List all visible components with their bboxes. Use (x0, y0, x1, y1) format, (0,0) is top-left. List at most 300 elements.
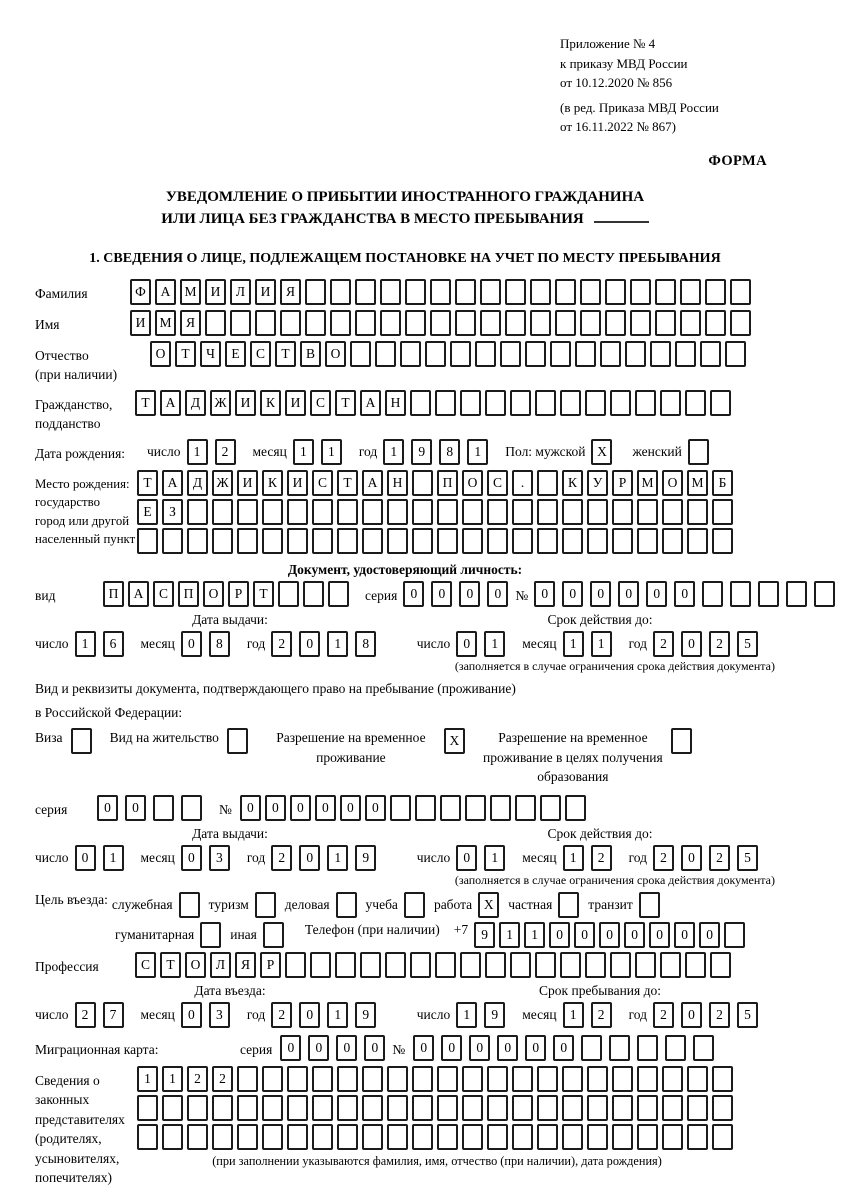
permit-education-checkbox[interactable] (671, 728, 692, 754)
char-box[interactable] (510, 390, 531, 416)
char-box[interactable] (675, 341, 696, 367)
char-box[interactable]: 1 (456, 1002, 477, 1028)
char-box[interactable]: М (155, 310, 176, 336)
char-box[interactable] (280, 310, 301, 336)
char-box[interactable]: 0 (574, 922, 595, 948)
char-box[interactable] (655, 279, 676, 305)
char-box[interactable] (485, 952, 506, 978)
char-box[interactable] (462, 528, 483, 554)
char-box[interactable] (387, 1124, 408, 1150)
char-box[interactable] (500, 341, 521, 367)
char-box[interactable]: О (150, 341, 171, 367)
char-box[interactable] (530, 310, 551, 336)
char-box[interactable]: 5 (737, 845, 758, 871)
char-box[interactable] (575, 341, 596, 367)
char-box[interactable]: Т (160, 952, 181, 978)
char-box[interactable] (430, 279, 451, 305)
char-box[interactable]: О (185, 952, 206, 978)
char-box[interactable] (587, 1066, 608, 1092)
permit-residence-checkbox[interactable] (227, 728, 248, 754)
char-box[interactable]: Р (228, 581, 249, 607)
char-box[interactable]: 8 (209, 631, 230, 657)
char-box[interactable] (537, 1124, 558, 1150)
char-box[interactable]: 0 (699, 922, 720, 948)
char-box[interactable] (730, 279, 751, 305)
char-box[interactable] (662, 1066, 683, 1092)
char-box[interactable]: Т (253, 581, 274, 607)
char-box[interactable] (435, 390, 456, 416)
char-box[interactable] (350, 341, 371, 367)
char-box[interactable] (650, 341, 671, 367)
char-box[interactable] (412, 1095, 433, 1121)
char-box[interactable]: 0 (681, 1002, 702, 1028)
char-box[interactable] (187, 1124, 208, 1150)
char-box[interactable]: 9 (355, 1002, 376, 1028)
purpose-transit-checkbox[interactable] (639, 892, 660, 918)
char-box[interactable]: 0 (181, 845, 202, 871)
char-box[interactable]: М (687, 470, 708, 496)
char-box[interactable]: Ф (130, 279, 151, 305)
char-box[interactable] (580, 279, 601, 305)
char-box[interactable]: 0 (599, 922, 620, 948)
char-box[interactable] (505, 279, 526, 305)
char-box[interactable] (387, 499, 408, 525)
char-box[interactable]: М (180, 279, 201, 305)
char-box[interactable] (560, 952, 581, 978)
char-box[interactable]: 0 (441, 1035, 462, 1061)
char-box[interactable]: 2 (653, 631, 674, 657)
char-box[interactable] (480, 279, 501, 305)
char-box[interactable] (605, 279, 626, 305)
char-box[interactable]: 0 (534, 581, 555, 607)
char-box[interactable]: И (130, 310, 151, 336)
char-box[interactable]: 1 (383, 439, 404, 465)
char-box[interactable] (415, 795, 436, 821)
char-box[interactable] (512, 499, 533, 525)
char-box[interactable]: 0 (459, 581, 480, 607)
char-box[interactable] (487, 1124, 508, 1150)
char-box[interactable]: 0 (299, 845, 320, 871)
char-box[interactable]: 9 (474, 922, 495, 948)
char-box[interactable]: 0 (469, 1035, 490, 1061)
char-box[interactable] (530, 279, 551, 305)
char-box[interactable] (512, 1066, 533, 1092)
sex-male-checkbox[interactable]: X (591, 439, 612, 465)
char-box[interactable] (487, 1095, 508, 1121)
char-box[interactable] (430, 310, 451, 336)
char-box[interactable] (390, 795, 411, 821)
char-box[interactable]: 0 (646, 581, 667, 607)
char-box[interactable]: 0 (431, 581, 452, 607)
char-box[interactable] (710, 952, 731, 978)
char-box[interactable] (412, 1066, 433, 1092)
char-box[interactable] (153, 795, 174, 821)
char-box[interactable]: Ж (212, 470, 233, 496)
char-box[interactable] (437, 1095, 458, 1121)
char-box[interactable]: С (310, 390, 331, 416)
char-box[interactable]: Е (137, 499, 158, 525)
char-box[interactable] (312, 528, 333, 554)
char-box[interactable] (187, 1095, 208, 1121)
char-box[interactable] (187, 528, 208, 554)
char-box[interactable] (262, 528, 283, 554)
char-box[interactable] (355, 279, 376, 305)
char-box[interactable]: Ж (210, 390, 231, 416)
char-box[interactable] (609, 1035, 630, 1061)
char-box[interactable] (410, 390, 431, 416)
char-box[interactable]: 1 (499, 922, 520, 948)
char-box[interactable]: 1 (484, 631, 505, 657)
char-box[interactable]: П (178, 581, 199, 607)
char-box[interactable]: О (325, 341, 346, 367)
char-box[interactable] (637, 499, 658, 525)
char-box[interactable] (612, 1095, 633, 1121)
char-box[interactable] (680, 279, 701, 305)
char-box[interactable]: 0 (265, 795, 286, 821)
char-box[interactable] (455, 310, 476, 336)
char-box[interactable]: 0 (315, 795, 336, 821)
char-box[interactable] (312, 1066, 333, 1092)
char-box[interactable] (786, 581, 807, 607)
char-box[interactable] (462, 1095, 483, 1121)
char-box[interactable] (212, 1095, 233, 1121)
char-box[interactable] (305, 310, 326, 336)
char-box[interactable]: С (250, 341, 271, 367)
char-box[interactable]: 0 (240, 795, 261, 821)
char-box[interactable]: А (360, 390, 381, 416)
char-box[interactable] (262, 499, 283, 525)
char-box[interactable]: К (260, 390, 281, 416)
char-box[interactable]: Л (230, 279, 251, 305)
char-box[interactable] (725, 341, 746, 367)
char-box[interactable] (287, 1124, 308, 1150)
char-box[interactable]: Я (180, 310, 201, 336)
char-box[interactable]: И (235, 390, 256, 416)
char-box[interactable] (335, 952, 356, 978)
char-box[interactable] (537, 470, 558, 496)
char-box[interactable]: 1 (563, 845, 584, 871)
char-box[interactable] (465, 795, 486, 821)
char-box[interactable]: Б (712, 470, 733, 496)
char-box[interactable]: 0 (97, 795, 118, 821)
char-box[interactable]: Л (210, 952, 231, 978)
char-box[interactable] (305, 279, 326, 305)
char-box[interactable]: 2 (709, 631, 730, 657)
char-box[interactable]: 0 (497, 1035, 518, 1061)
char-box[interactable] (537, 1095, 558, 1121)
char-box[interactable] (687, 1124, 708, 1150)
purpose-private-checkbox[interactable] (558, 892, 579, 918)
char-box[interactable] (687, 1095, 708, 1121)
char-box[interactable]: 2 (271, 845, 292, 871)
char-box[interactable] (537, 1066, 558, 1092)
char-box[interactable] (412, 528, 433, 554)
char-box[interactable]: 1 (321, 439, 342, 465)
char-box[interactable] (412, 1124, 433, 1150)
char-box[interactable] (287, 1095, 308, 1121)
char-box[interactable]: Н (385, 390, 406, 416)
char-box[interactable] (587, 1095, 608, 1121)
char-box[interactable] (162, 528, 183, 554)
char-box[interactable]: 8 (439, 439, 460, 465)
char-box[interactable]: Я (235, 952, 256, 978)
char-box[interactable]: 0 (681, 631, 702, 657)
char-box[interactable] (685, 952, 706, 978)
char-box[interactable] (337, 528, 358, 554)
purpose-work-checkbox[interactable]: X (478, 892, 499, 918)
char-box[interactable]: 0 (624, 922, 645, 948)
char-box[interactable] (330, 310, 351, 336)
char-box[interactable] (537, 499, 558, 525)
char-box[interactable]: 1 (293, 439, 314, 465)
char-box[interactable]: О (203, 581, 224, 607)
purpose-business-checkbox[interactable] (336, 892, 357, 918)
purpose-humanitarian-checkbox[interactable] (200, 922, 221, 948)
char-box[interactable] (375, 341, 396, 367)
char-box[interactable]: 0 (413, 1035, 434, 1061)
char-box[interactable] (510, 952, 531, 978)
char-box[interactable]: А (155, 279, 176, 305)
char-box[interactable] (387, 528, 408, 554)
char-box[interactable]: 0 (456, 845, 477, 871)
char-box[interactable] (630, 279, 651, 305)
char-box[interactable]: Д (185, 390, 206, 416)
char-box[interactable] (212, 528, 233, 554)
char-box[interactable] (814, 581, 835, 607)
char-box[interactable]: И (285, 390, 306, 416)
char-box[interactable]: 2 (187, 1066, 208, 1092)
char-box[interactable] (212, 1124, 233, 1150)
char-box[interactable] (637, 1035, 658, 1061)
char-box[interactable] (462, 1066, 483, 1092)
char-box[interactable]: Т (135, 390, 156, 416)
char-box[interactable]: М (637, 470, 658, 496)
char-box[interactable] (287, 499, 308, 525)
char-box[interactable]: С (312, 470, 333, 496)
char-box[interactable] (605, 310, 626, 336)
purpose-study-checkbox[interactable] (404, 892, 425, 918)
char-box[interactable] (387, 1066, 408, 1092)
char-box[interactable] (535, 390, 556, 416)
char-box[interactable] (437, 528, 458, 554)
char-box[interactable] (410, 952, 431, 978)
char-box[interactable]: 0 (340, 795, 361, 821)
char-box[interactable] (635, 390, 656, 416)
char-box[interactable] (485, 390, 506, 416)
char-box[interactable]: 0 (75, 845, 96, 871)
char-box[interactable] (328, 581, 349, 607)
char-box[interactable] (262, 1066, 283, 1092)
char-box[interactable] (237, 1066, 258, 1092)
char-box[interactable] (515, 795, 536, 821)
char-box[interactable]: 0 (674, 581, 695, 607)
char-box[interactable]: 0 (299, 631, 320, 657)
char-box[interactable] (660, 952, 681, 978)
char-box[interactable]: 1 (524, 922, 545, 948)
char-box[interactable] (562, 499, 583, 525)
char-box[interactable] (475, 341, 496, 367)
char-box[interactable] (555, 310, 576, 336)
char-box[interactable]: О (662, 470, 683, 496)
char-box[interactable] (687, 528, 708, 554)
char-box[interactable]: 1 (467, 439, 488, 465)
char-box[interactable] (712, 499, 733, 525)
char-box[interactable] (330, 279, 351, 305)
char-box[interactable] (587, 528, 608, 554)
char-box[interactable]: 2 (653, 1002, 674, 1028)
char-box[interactable] (312, 1124, 333, 1150)
char-box[interactable] (412, 499, 433, 525)
char-box[interactable]: 0 (308, 1035, 329, 1061)
char-box[interactable]: 7 (103, 1002, 124, 1028)
char-box[interactable]: В (300, 341, 321, 367)
char-box[interactable]: 0 (280, 1035, 301, 1061)
char-box[interactable] (562, 528, 583, 554)
char-box[interactable] (460, 952, 481, 978)
char-box[interactable]: 2 (591, 1002, 612, 1028)
permit-temp-checkbox[interactable]: X (444, 728, 465, 754)
char-box[interactable] (512, 1124, 533, 1150)
char-box[interactable] (212, 499, 233, 525)
char-box[interactable]: 0 (365, 795, 386, 821)
char-box[interactable] (585, 390, 606, 416)
char-box[interactable] (412, 470, 433, 496)
char-box[interactable]: 9 (355, 845, 376, 871)
char-box[interactable]: О (462, 470, 483, 496)
char-box[interactable]: Е (225, 341, 246, 367)
char-box[interactable]: И (237, 470, 258, 496)
char-box[interactable] (712, 1095, 733, 1121)
char-box[interactable]: 8 (355, 631, 376, 657)
char-box[interactable]: 0 (649, 922, 670, 948)
char-box[interactable] (625, 341, 646, 367)
char-box[interactable]: 0 (562, 581, 583, 607)
char-box[interactable] (730, 581, 751, 607)
char-box[interactable]: 0 (125, 795, 146, 821)
char-box[interactable] (550, 341, 571, 367)
permit-visa-checkbox[interactable] (71, 728, 92, 754)
char-box[interactable] (580, 310, 601, 336)
char-box[interactable] (303, 581, 324, 607)
char-box[interactable] (337, 1095, 358, 1121)
char-box[interactable]: И (255, 279, 276, 305)
char-box[interactable] (562, 1095, 583, 1121)
char-box[interactable]: 2 (75, 1002, 96, 1028)
char-box[interactable]: . (512, 470, 533, 496)
char-box[interactable] (337, 499, 358, 525)
char-box[interactable]: С (487, 470, 508, 496)
char-box[interactable] (662, 528, 683, 554)
char-box[interactable] (237, 528, 258, 554)
char-box[interactable]: И (205, 279, 226, 305)
char-box[interactable]: 0 (456, 631, 477, 657)
char-box[interactable] (540, 795, 561, 821)
char-box[interactable]: 9 (411, 439, 432, 465)
char-box[interactable] (462, 1124, 483, 1150)
char-box[interactable] (237, 1124, 258, 1150)
char-box[interactable] (405, 279, 426, 305)
char-box[interactable]: 0 (290, 795, 311, 821)
char-box[interactable] (287, 1066, 308, 1092)
char-box[interactable]: П (437, 470, 458, 496)
char-box[interactable] (525, 341, 546, 367)
char-box[interactable] (612, 1066, 633, 1092)
char-box[interactable]: 2 (212, 1066, 233, 1092)
char-box[interactable] (337, 1124, 358, 1150)
char-box[interactable] (455, 279, 476, 305)
char-box[interactable] (612, 1124, 633, 1150)
char-box[interactable] (700, 341, 721, 367)
char-box[interactable] (285, 952, 306, 978)
char-box[interactable] (312, 499, 333, 525)
char-box[interactable] (187, 499, 208, 525)
char-box[interactable] (312, 1095, 333, 1121)
char-box[interactable] (712, 1066, 733, 1092)
char-box[interactable]: 1 (327, 845, 348, 871)
char-box[interactable] (490, 795, 511, 821)
char-box[interactable]: 0 (181, 1002, 202, 1028)
char-box[interactable] (585, 952, 606, 978)
char-box[interactable]: 0 (553, 1035, 574, 1061)
char-box[interactable] (380, 310, 401, 336)
char-box[interactable] (610, 952, 631, 978)
char-box[interactable]: П (103, 581, 124, 607)
char-box[interactable]: А (362, 470, 383, 496)
char-box[interactable] (385, 952, 406, 978)
char-box[interactable]: 2 (653, 845, 674, 871)
char-box[interactable]: К (562, 470, 583, 496)
char-box[interactable] (405, 310, 426, 336)
char-box[interactable] (310, 952, 331, 978)
char-box[interactable]: Р (260, 952, 281, 978)
purpose-official-checkbox[interactable] (179, 892, 200, 918)
char-box[interactable]: З (162, 499, 183, 525)
char-box[interactable]: Ч (200, 341, 221, 367)
char-box[interactable]: 1 (75, 631, 96, 657)
char-box[interactable] (662, 1095, 683, 1121)
char-box[interactable] (262, 1124, 283, 1150)
char-box[interactable] (680, 310, 701, 336)
char-box[interactable] (612, 499, 633, 525)
char-box[interactable] (687, 499, 708, 525)
char-box[interactable] (487, 499, 508, 525)
char-box[interactable]: 1 (103, 845, 124, 871)
char-box[interactable] (724, 922, 745, 948)
char-box[interactable] (287, 528, 308, 554)
char-box[interactable] (435, 952, 456, 978)
char-box[interactable] (587, 1124, 608, 1150)
char-box[interactable]: Т (137, 470, 158, 496)
char-box[interactable] (610, 390, 631, 416)
char-box[interactable] (537, 528, 558, 554)
char-box[interactable] (400, 341, 421, 367)
char-box[interactable] (462, 499, 483, 525)
char-box[interactable] (362, 528, 383, 554)
char-box[interactable] (710, 390, 731, 416)
char-box[interactable]: 0 (549, 922, 570, 948)
char-box[interactable]: 3 (209, 845, 230, 871)
char-box[interactable] (512, 1095, 533, 1121)
char-box[interactable] (162, 1095, 183, 1121)
char-box[interactable] (662, 499, 683, 525)
char-box[interactable]: 0 (590, 581, 611, 607)
char-box[interactable] (362, 499, 383, 525)
char-box[interactable]: 1 (162, 1066, 183, 1092)
char-box[interactable]: 6 (103, 631, 124, 657)
char-box[interactable] (362, 1066, 383, 1092)
char-box[interactable]: 5 (737, 1002, 758, 1028)
char-box[interactable] (637, 1124, 658, 1150)
